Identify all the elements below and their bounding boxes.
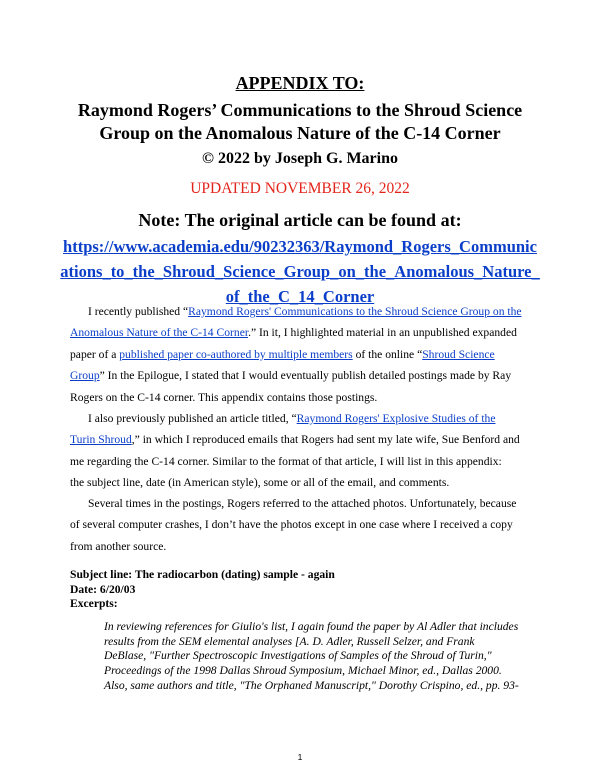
link-original-article[interactable]: Raymond Rogers' Communications to the Shroud Science Group on the <box>188 305 522 318</box>
paragraph-3 <box>70 493 532 557</box>
link-published-paper[interactable]: published paper co-authored by multiple members <box>119 347 353 361</box>
p3-text: from another source. <box>70 539 167 553</box>
page-number: 1 <box>297 752 303 762</box>
p1-text: I recently published “ <box>88 305 189 318</box>
posting-header <box>70 568 335 612</box>
url-link-line-3[interactable]: of_the_C_14_Corner <box>225 287 375 306</box>
p2-text: ,” in which I reproduced emails that Rogers had sent my late wife, Sue Benford and <box>131 433 520 447</box>
link-original-article-cont[interactable]: Anomalous Nature of the C-14 Corner <box>70 326 249 340</box>
p3-text: Several times in the postings, Rogers referred to the attached photos. Unfortunately, because <box>88 497 517 510</box>
url-link-line-1[interactable]: https://www.academia.edu/90232363/Raymond_Rogers_Communic <box>63 237 537 256</box>
link-shroud-science-group[interactable]: Shroud Science <box>422 347 495 361</box>
updated-date: UPDATED NOVEMBER 26, 2022 <box>190 180 410 197</box>
p2-text: me regarding the C-14 corner. Similar to the format of that article, I will list in this appendix: <box>70 454 502 468</box>
posting-date: Date: 6/20/03 <box>70 582 136 596</box>
link-explosive-studies-cont[interactable]: Turin Shroud <box>70 433 132 447</box>
article-title <box>0 99 600 145</box>
p1-text: paper of a <box>70 347 120 361</box>
p2-text: the subject line, date (in American style), some or all of the email, and comments. <box>70 476 450 490</box>
appendix-heading: APPENDIX TO: <box>235 73 365 93</box>
quote-line: results from the SEM elemental analyses [A. D. Adler, Russell Selzer, and Frank <box>104 634 475 648</box>
original-article-url <box>0 234 600 309</box>
quote-line: Proceedings of the 1998 Dallas Shroud Symposium, Michael Minor, ed., Dallas 2000. <box>104 664 502 678</box>
excerpts-label: Excerpts: <box>70 597 118 610</box>
quote-line: DeBlase, "Further Spectroscopic Investigations of Samples of the Shroud of Turin," <box>104 649 492 663</box>
paragraph-1 <box>70 301 532 408</box>
title-line-2: Group on the Anomalous Nature of the C-14 Corner <box>99 123 501 143</box>
p1-text: ” In the Epilogue, I stated that I would eventually publish detailed postings made by Ray <box>99 369 512 383</box>
p3-text: of several computer crashes, I don’t have the photos except in one case where I received a copy <box>70 518 513 532</box>
note-heading: Note: The original article can be found at: <box>138 210 462 230</box>
p1-text: Rogers on the C-14 corner. This appendix contains those postings. <box>70 390 378 404</box>
p2-text: I also previously published an article titled, “ <box>88 412 297 425</box>
url-link-line-2[interactable]: ations_to_the_Shroud_Science_Group_on_the_Anomalous_Nature_ <box>60 262 540 281</box>
link-explosive-studies[interactable]: Raymond Rogers' Explosive Studies of the <box>296 412 496 425</box>
copyright-line: © 2022 by Joseph G. Marino <box>202 150 398 167</box>
quote-line: Also, same authors and title, "The Orphaned Manuscript," Dorothy Crispino, ed., pp. 93- <box>104 678 519 692</box>
p1-text: of the online “ <box>352 347 423 361</box>
p1-text: .” In it, I highlighted material in an unpublished expanded <box>248 326 517 340</box>
subject-line: Subject line: The radiocarbon (dating) sample - again <box>70 568 335 581</box>
paragraph-2 <box>70 408 532 494</box>
quote-line: In reviewing references for Giulio's list, I again found the paper by Al Adler that includes <box>104 620 519 633</box>
link-shroud-science-group-cont[interactable]: Group <box>70 369 100 383</box>
title-line-1: Raymond Rogers’ Communications to the Shroud Science <box>77 100 523 120</box>
excerpt-quote <box>104 620 534 694</box>
